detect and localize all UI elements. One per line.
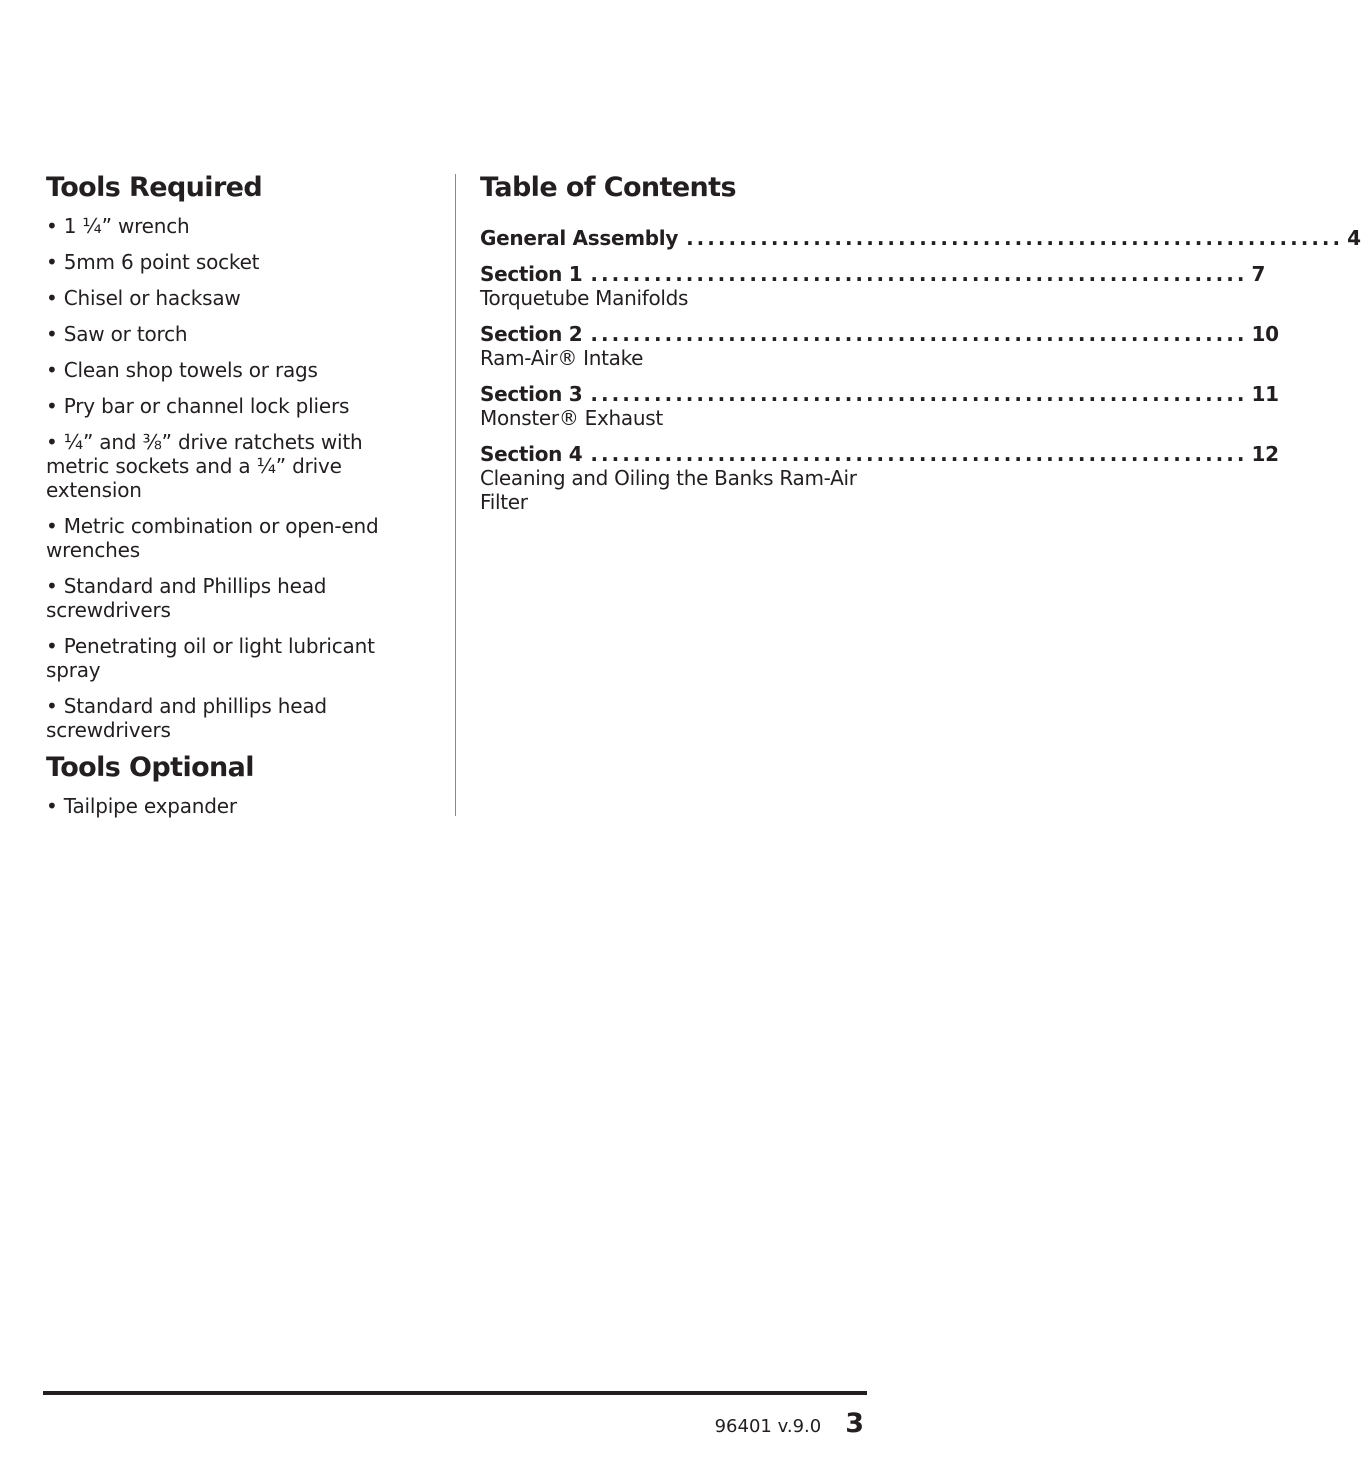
list-item: • Clean shop towels or rags <box>46 358 318 382</box>
list-item: • Tailpipe expander <box>46 794 237 818</box>
toc-entry-page: 10 <box>1251 322 1279 346</box>
toc-entry-section-4[interactable] <box>480 442 1279 514</box>
toc-entry-title: Section 3 <box>480 382 583 406</box>
toc-leader-dots: .............................................................. <box>590 322 1248 346</box>
list-item: • Metric combination or open-end wrenches <box>46 514 379 562</box>
toc-entry-page: 12 <box>1251 442 1279 466</box>
toc-entry-page: 7 <box>1251 262 1266 286</box>
list-item: • ¼” and ⅜” drive ratchets with metric sockets and a ¼” drive extension <box>46 430 363 502</box>
list-item: • Saw or torch <box>46 322 188 346</box>
list-item: • Standard and phillips head screwdrivers <box>46 694 327 742</box>
list-item: • 5mm 6 point socket <box>46 250 260 274</box>
tools-required-list <box>46 214 416 742</box>
toc-entry-page: 4 <box>1347 226 1361 250</box>
toc-entry-page: 11 <box>1251 382 1279 406</box>
toc-entry-title: Section 4 <box>480 442 583 466</box>
toc-column <box>480 170 1361 526</box>
page-footer <box>715 1408 864 1439</box>
tools-required-heading: Tools Required <box>46 172 263 203</box>
toc-entry-subtitle: Cleaning and Oiling the Banks Ram-Air Filter <box>480 466 857 514</box>
list-item: • Standard and Phillips head screwdrivers <box>46 574 327 622</box>
toc-list <box>480 226 1361 514</box>
list-item: • Pry bar or channel lock pliers <box>46 394 350 418</box>
list-item: • Chisel or hacksaw <box>46 286 241 310</box>
page-number: 3 <box>845 1408 864 1439</box>
column-divider <box>455 174 456 816</box>
toc-entry-section-3[interactable] <box>480 382 1279 430</box>
toc-entry-subtitle: Monster® Exhaust <box>480 406 663 430</box>
toc-entry-section-2[interactable] <box>480 322 1279 370</box>
toc-leader-dots: .............................................................. <box>590 382 1248 406</box>
toc-entry-subtitle: Torquetube Manifolds <box>480 286 689 310</box>
toc-entry-section-1[interactable] <box>480 262 1266 310</box>
toc-entry-title: General Assembly <box>480 226 679 250</box>
footer-rule <box>43 1391 867 1395</box>
list-item: • Penetrating oil or light lubricant spray <box>46 634 375 682</box>
toc-entry-title: Section 2 <box>480 322 583 346</box>
list-item: • 1 ¼” wrench <box>46 214 190 238</box>
toc-entry-subtitle: Ram-Air® Intake <box>480 346 644 370</box>
toc-leader-dots: .............................................................. <box>590 442 1248 466</box>
tools-optional-list <box>46 794 416 818</box>
tools-column <box>46 170 416 830</box>
doc-version: 96401 v.9.0 <box>714 1416 822 1437</box>
toc-entry-general-assembly[interactable] <box>480 226 1361 250</box>
toc-leader-dots: .............................................................. <box>590 262 1248 286</box>
toc-leader-dots: .............................................................. <box>686 226 1344 250</box>
tools-optional-heading: Tools Optional <box>46 752 254 783</box>
toc-entry-title: Section 1 <box>480 262 583 286</box>
toc-heading: Table of Contents <box>480 172 736 203</box>
